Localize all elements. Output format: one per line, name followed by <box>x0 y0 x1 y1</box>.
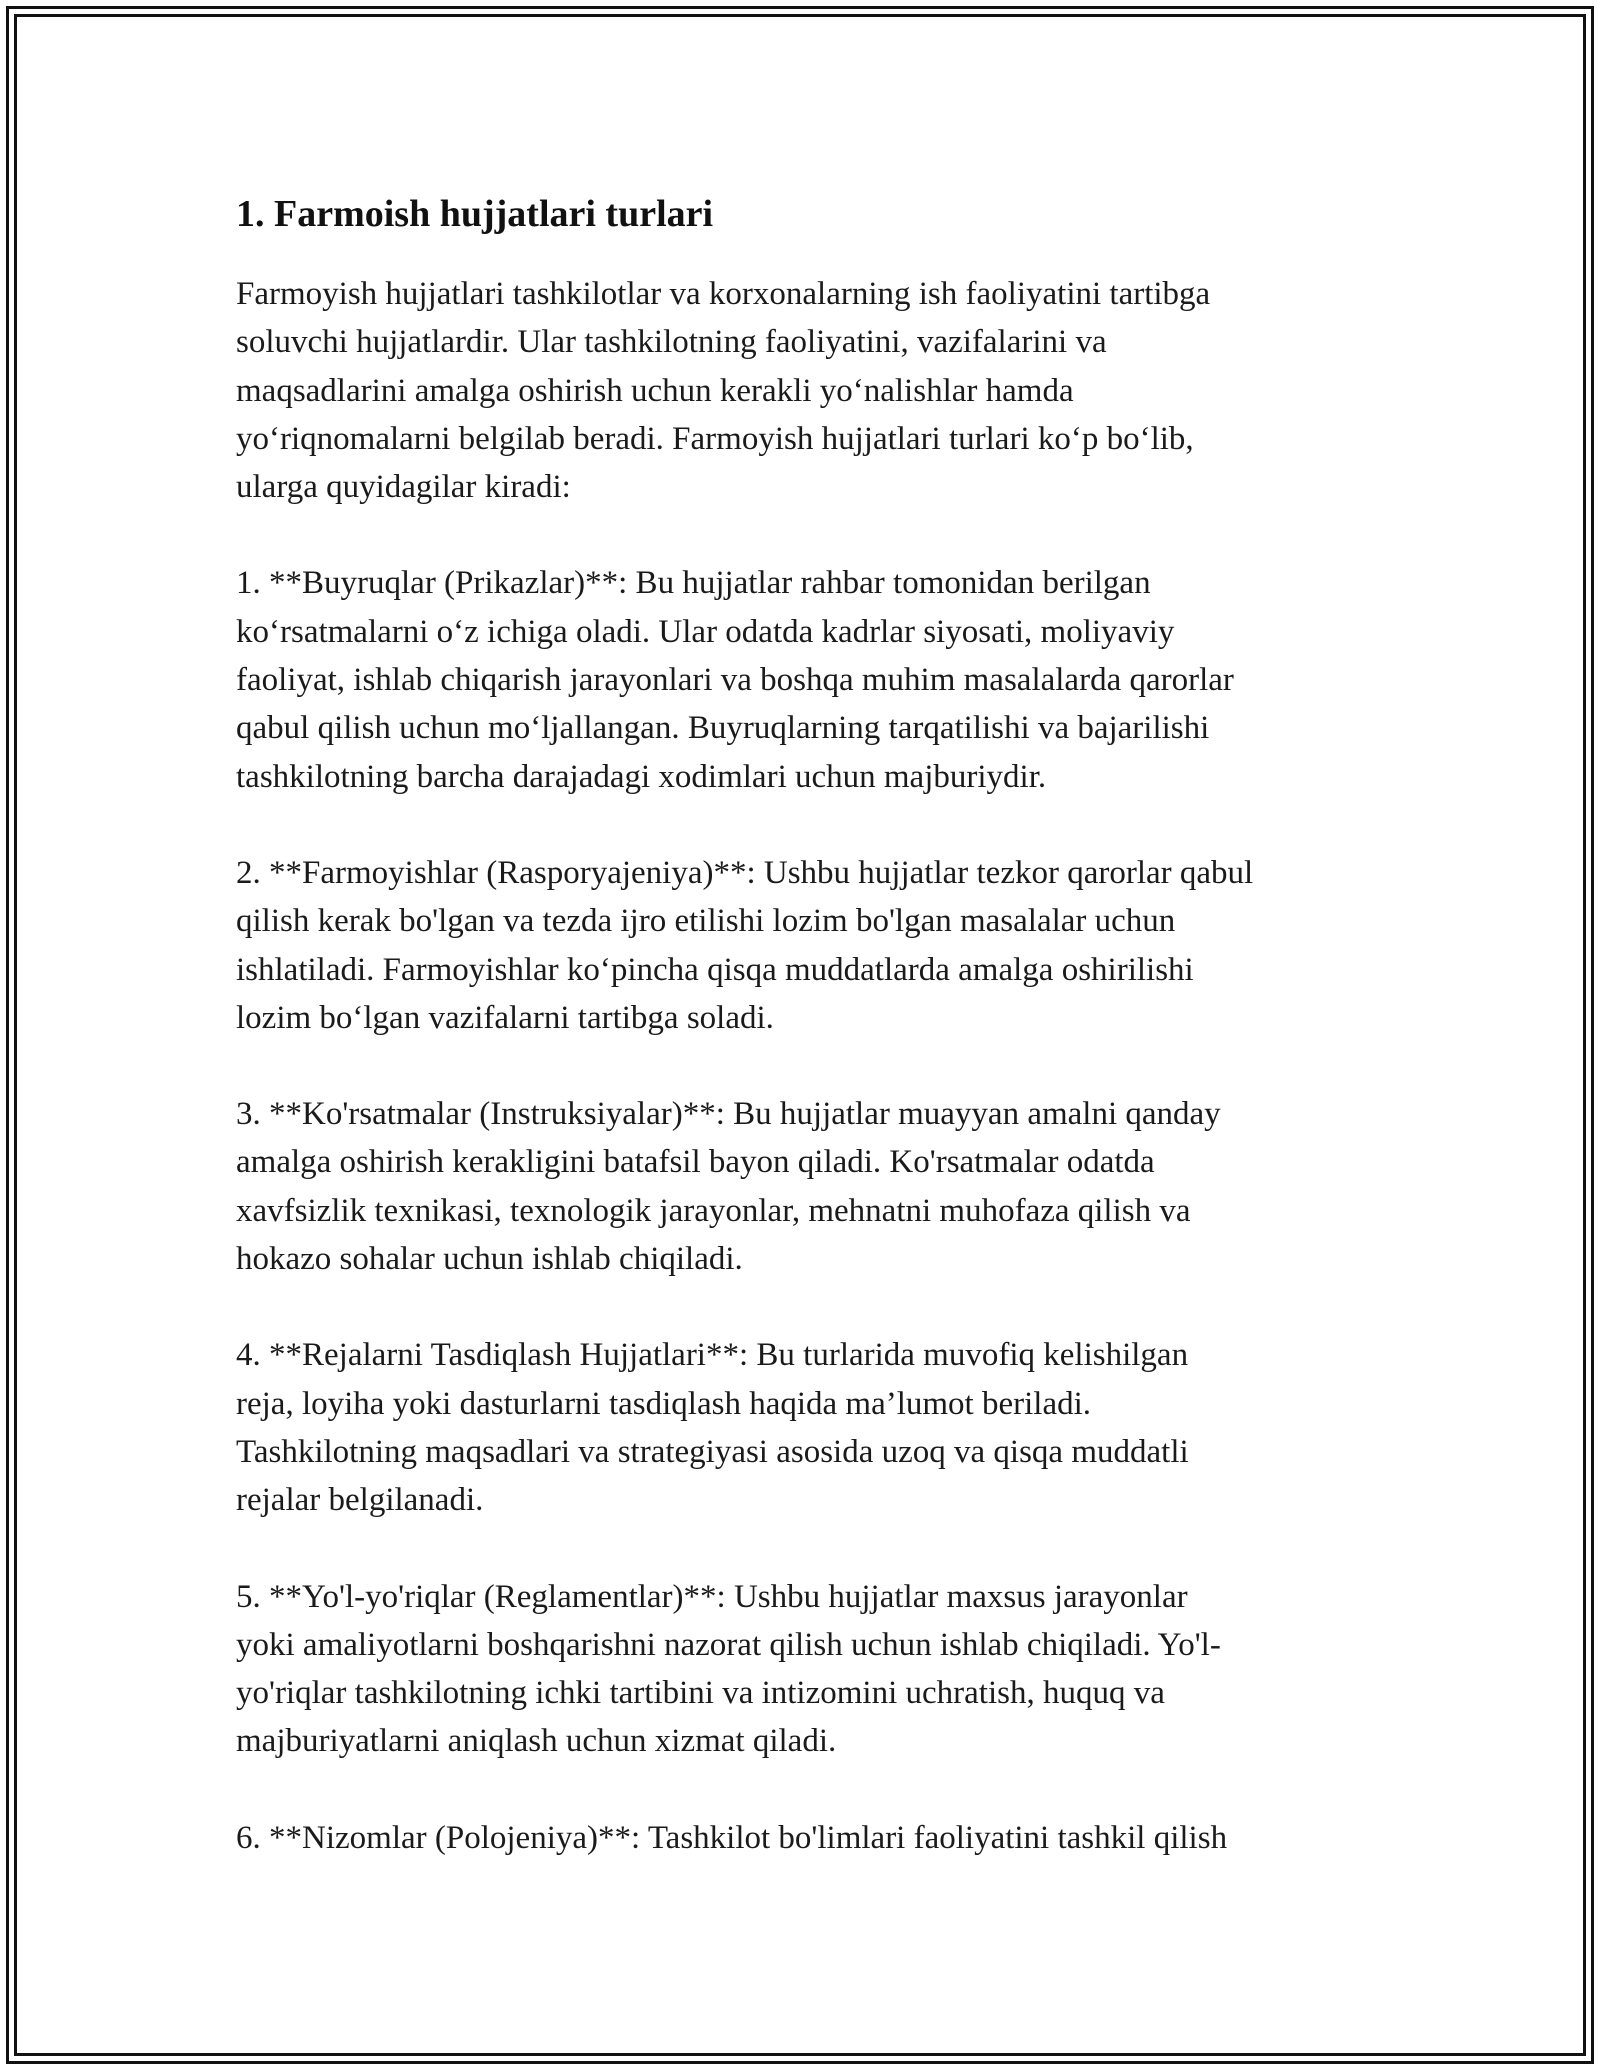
intro-paragraph: Farmoyish hujjatlari tashkilotlar va korxonalarning ish faoliyatini tartibga soluvchi hujjatlardir. Ular tashkilotning faoliyatini, vazifalarini va maqsadlarini amalga oshirish uchun kerakli yo‘nalishlar hamda yo‘riqnomalarni belgilab beradi. Farmoyish hujjatlari turlari ko‘p bo‘lib, ularga quyidagilar kiradi: <box>236 276 1211 506</box>
list-item-nizomlar: 6. **Nizomlar (Polojeniya)**: Tashkilot bo'limlari faoliyatini tashkil qilish <box>236 1819 1228 1856</box>
document-title: 1. Farmoish hujjatlari turlari <box>236 193 714 235</box>
list-item-rejalarni-tasdiqlash: 4. **Rejalarni Tasdiqlash Hujjatlari**: Bu turlarida muvofiq kelishilgan reja, loyiha yoki dasturlarni tasdiqlash haqida ma’lumot beriladi. Tashkilotning maqsadlari va strategiyasi asosida uzoq va qisqa muddatli rejalar belgilanadi. <box>236 1337 1189 1519</box>
list-item-buyruqlar: 1. **Buyruqlar (Prikazlar)**: Bu hujjatlar rahbar tomonidan berilgan ko‘rsatmalarni o‘z ichiga oladi. Ular odatda kadrlar siyosati, moliyaviy faoliyat, ishlab chiqarish jarayonlari va boshqa muhim masalalarda qarorlar qabul qilish uchun mo‘ljallangan. Buyruqlarning tarqatilishi va bajarilishi tashkilotning barcha darajadagi xodimlari uchun majburiydir. <box>236 565 1234 795</box>
document-body <box>236 186 1396 1910</box>
list-item-yol-yoriqlar: 5. **Yo'l-yo'riqlar (Reglamentlar)**: Ushbu hujjatlar maxsus jarayonlar yoki amaliyotlarni boshqarishni nazorat qilish uchun ishlab chiqiladi. Yo'l- yo'riqlar tashkilotning ichki tartibini va intizomini uchratish, huquq va majburiyatlarni aniqlash uchun xizmat qiladi. <box>236 1578 1221 1760</box>
list-item-farmoyishlar: 2. **Farmoyishlar (Rasporyajeniya)**: Ushbu hujjatlar tezkor qarorlar qabul qilish kerak bo'lgan va tezda ijro etilishi lozim bo'lgan masalalar uchun ishlatiladi. Farmoyishlar ko‘pincha qisqa muddatlarda amalga oshirilishi lozim bo‘lgan vazifalarni tartibga soladi. <box>236 854 1254 1036</box>
list-item-korsatmalar: 3. **Ko'rsatmalar (Instruksiyalar)**: Bu hujjatlar muayyan amalni qanday amalga oshirish kerakligini batafsil bayon qiladi. Ko'rsatmalar odatda xavfsizlik texnikasi, texnologik jarayonlar, mehnatni muhofaza qilish va hokazo sohalar uchun ishlab chiqiladi. <box>236 1096 1221 1278</box>
